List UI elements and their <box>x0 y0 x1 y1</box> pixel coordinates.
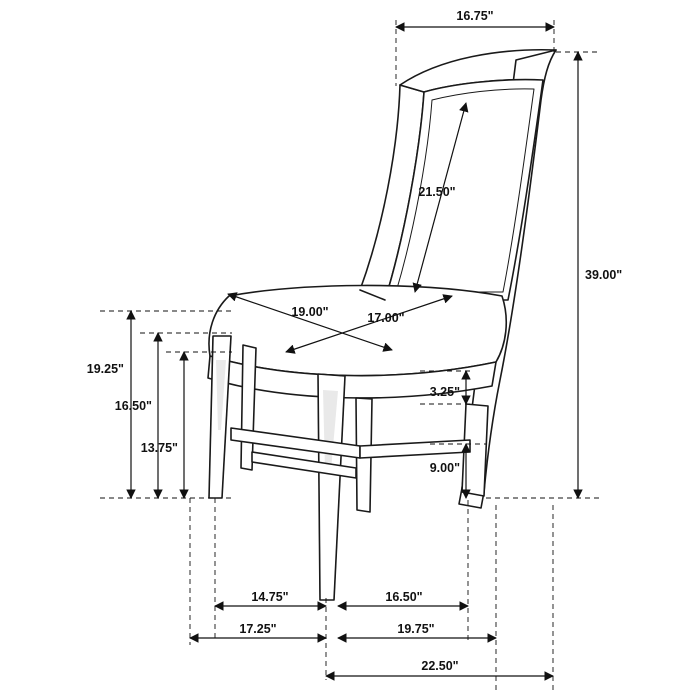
dim-rear-leg-spread <box>338 500 468 640</box>
dim-label-seat-width: 17.00" <box>367 311 405 325</box>
dim-front-depth <box>190 498 326 645</box>
dim-label-rear-depth: 19.75" <box>397 622 435 636</box>
dim-label-stretcher-height: 9.00" <box>429 461 460 475</box>
dim-label-seat-height-inner: 13.75" <box>140 441 178 455</box>
dim-label-front-depth: 17.25" <box>239 622 277 636</box>
dim-label-back-height: 21.50" <box>418 185 456 199</box>
dim-label-overall-depth: 22.50" <box>421 659 459 673</box>
dim-label-seat-height-mid: 16.50" <box>114 399 152 413</box>
dim-label-seat-depth: 19.00" <box>291 305 329 319</box>
dim-front-leg-spread <box>215 498 326 680</box>
dim-overall-depth <box>326 505 553 690</box>
dim-label-seat-height-outer: 19.25" <box>86 362 124 376</box>
dim-label-overall-height: 39.00" <box>585 268 623 282</box>
dim-label-rear-leg-spread: 16.50" <box>385 590 423 604</box>
dim-label-front-leg-spread: 14.75" <box>251 590 289 604</box>
dim-label-back-top-width: 16.75" <box>456 9 494 23</box>
chair-rear-right-leg <box>241 345 256 470</box>
chair-side-stretcher-right <box>360 440 470 458</box>
dim-label-apron-thickness: 3.25" <box>429 385 460 399</box>
